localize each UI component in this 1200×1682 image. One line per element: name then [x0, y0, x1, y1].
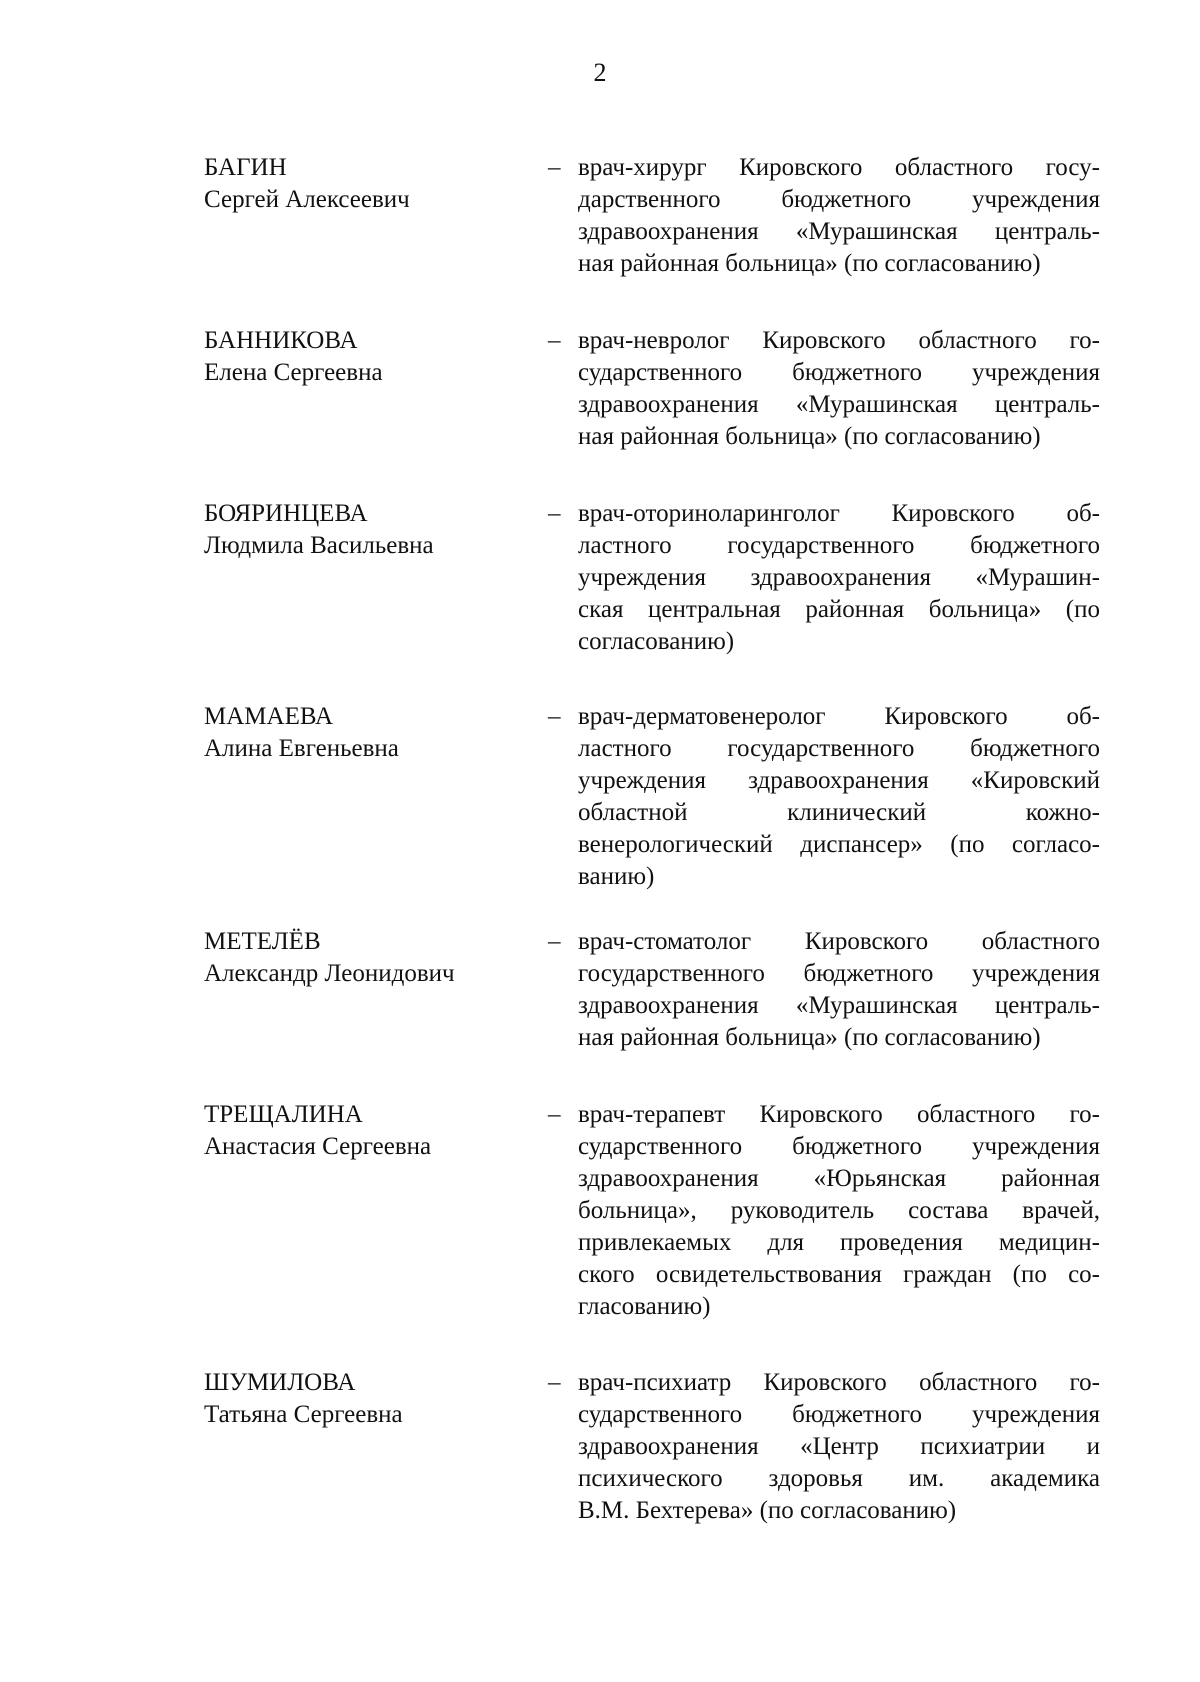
member-role-line: привлекаемых для проведения медицин- — [578, 1229, 1100, 1256]
member-surname: ТРЕЩАЛИНА — [204, 1101, 363, 1128]
member-role — [578, 1099, 1100, 1323]
member-role-line: ная районная больница» (по согласованию) — [578, 250, 1041, 277]
member-dash: – — [548, 1369, 561, 1396]
member-given-names: Сергей Алексеевич — [204, 186, 410, 213]
member-role-line: сударственного бюджетного учреждения — [578, 1133, 1100, 1160]
member-role-line: учреждения здравоохранения «Кировский — [578, 767, 1100, 794]
member-role-line: здравоохранения «Центр психиатрии и — [578, 1433, 1100, 1460]
member-role-line: гласованию) — [578, 1293, 711, 1320]
member-surname: ШУМИЛОВА — [204, 1369, 356, 1396]
member-surname: МЕТЕЛЁВ — [204, 928, 321, 955]
member-name-block — [204, 498, 524, 562]
member-role-line: ластного государственного бюджетного — [578, 532, 1100, 559]
member-given-names: Александр Леонидович — [204, 960, 455, 987]
member-role-line: ванию) — [578, 863, 655, 890]
member-surname: МАМАЕВА — [204, 703, 333, 730]
member-name-block — [204, 926, 524, 990]
member-role-line: сударственного бюджетного учреждения — [578, 359, 1100, 386]
member-role-line: здравоохранения «Мурашинская централь- — [578, 218, 1100, 245]
member-role-line: врач-терапевт Кировского областного го- — [578, 1101, 1100, 1128]
member-role-line: ластного государственного бюджетного — [578, 735, 1100, 762]
member-given-names: Татьяна Сергеевна — [204, 1401, 403, 1428]
member-name-block — [204, 1367, 524, 1431]
member-role-line: ная районная больница» (по согласованию) — [578, 1024, 1041, 1051]
member-role-line: согласованию) — [578, 628, 735, 655]
member-role-line: здравоохранения «Мурашинская централь- — [578, 992, 1100, 1019]
member-role-line: врач-стоматолог Кировского областного — [578, 928, 1100, 955]
member-role-line: врач-хирург Кировского областного госу- — [578, 154, 1100, 181]
member-role-line: В.М. Бехтерева» (по согласованию) — [578, 1497, 957, 1524]
member-dash: – — [548, 154, 561, 181]
member-surname: БАГИН — [204, 154, 287, 181]
member-given-names: Анастасия Сергеевна — [204, 1133, 432, 1160]
member-given-names: Алина Евгеньевна — [204, 735, 399, 762]
member-role — [578, 1367, 1100, 1527]
member-dash: – — [548, 1101, 561, 1128]
member-surname: БОЯРИНЦЕВА — [204, 500, 368, 527]
member-role-line: здравоохранения «Мурашинская централь- — [578, 391, 1100, 418]
member-role-line: врач-дерматовенеролог Кировского об- — [578, 703, 1100, 730]
page-number: 2 — [593, 58, 607, 87]
member-name-block — [204, 1099, 524, 1163]
member-role-line: врач-психиатр Кировского областного го- — [578, 1369, 1100, 1396]
member-role-line: дарственного бюджетного учреждения — [578, 186, 1100, 213]
member-dash: – — [548, 703, 561, 730]
member-role-line: ная районная больница» (по согласованию) — [578, 423, 1041, 450]
member-role-line: здравоохранения «Юрьянская районная — [578, 1165, 1100, 1192]
member-role — [578, 498, 1100, 658]
member-role-line: областной клинический кожно- — [578, 799, 1100, 826]
member-role — [578, 926, 1100, 1054]
member-role — [578, 325, 1100, 453]
member-role-line: ского освидетельствования граждан (по со- — [578, 1261, 1100, 1288]
member-name-block — [204, 701, 524, 765]
member-name-block — [204, 152, 524, 216]
member-role-line: учреждения здравоохранения «Мурашин- — [578, 564, 1100, 591]
member-given-names: Людмила Васильевна — [204, 532, 434, 559]
member-name-block — [204, 325, 524, 389]
member-role-line: венерологический диспансер» (по согласо- — [578, 831, 1100, 858]
member-role-line: сударственного бюджетного учреждения — [578, 1401, 1100, 1428]
member-role-line: врач-оториноларинголог Кировского об- — [578, 500, 1100, 527]
member-role-line: психического здоровья им. академика — [578, 1465, 1100, 1492]
member-role — [578, 701, 1100, 893]
member-role-line: врач-невролог Кировского областного го- — [578, 327, 1100, 354]
member-dash: – — [548, 327, 561, 354]
member-surname: БАННИКОВА — [204, 327, 358, 354]
member-dash: – — [548, 928, 561, 955]
member-role-line: больница», руководитель состава врачей, — [578, 1197, 1100, 1224]
member-dash: – — [548, 500, 561, 527]
member-role-line: государственного бюджетного учреждения — [578, 960, 1100, 987]
member-role — [578, 152, 1100, 280]
member-given-names: Елена Сергеевна — [204, 359, 383, 386]
member-role-line: ская центральная районная больница» (по — [578, 596, 1100, 623]
